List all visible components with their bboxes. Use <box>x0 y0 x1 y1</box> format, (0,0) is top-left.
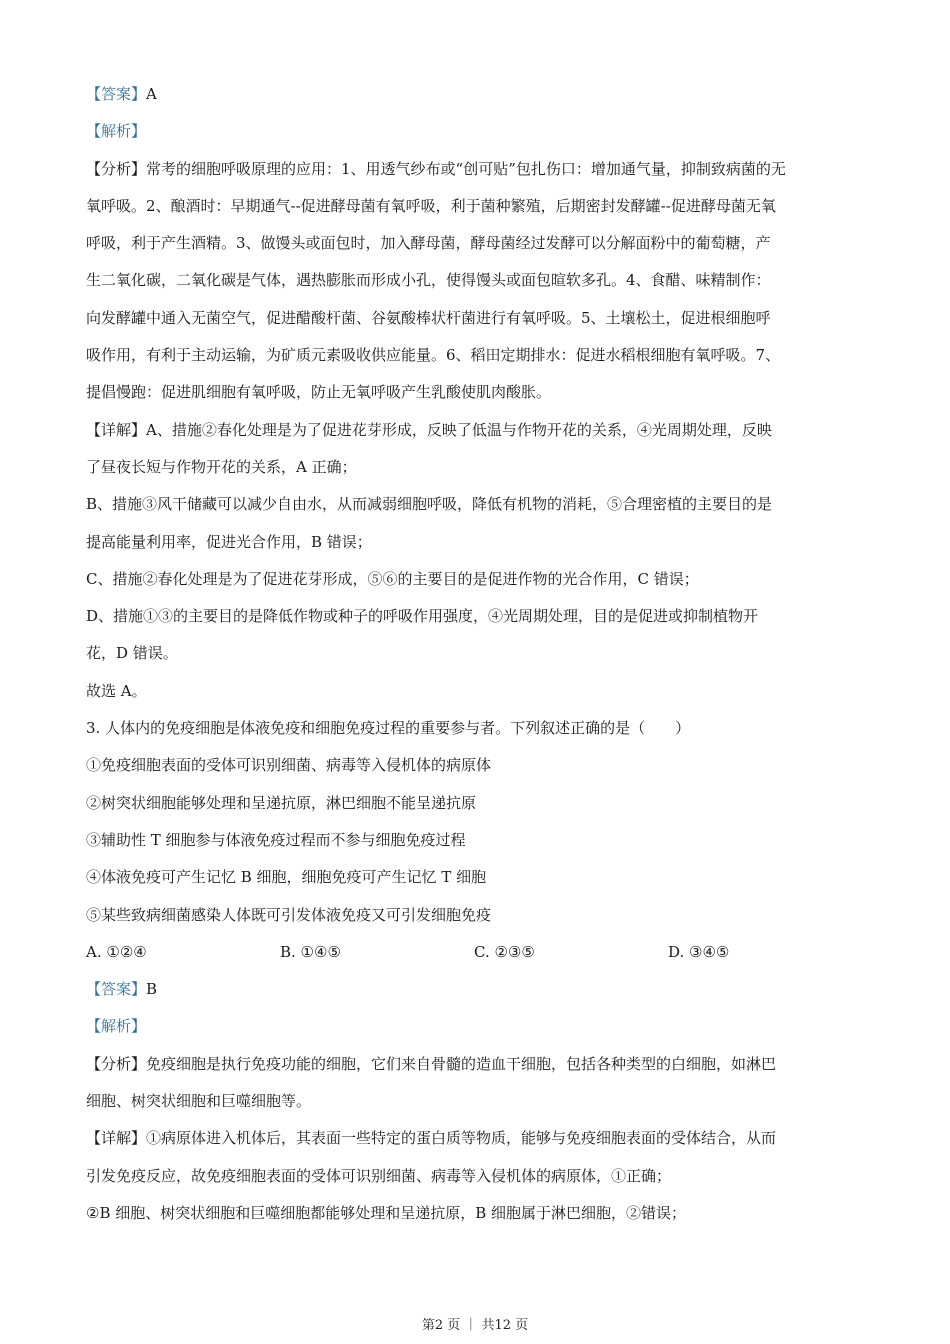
option-a: A. ①②④ <box>86 942 147 961</box>
statement-3: ③辅助性 T 细胞参与体液免疫过程而不参与细胞免疫过程 <box>86 830 466 849</box>
text-line: C、措施②春化处理是为了促进花芽形成，⑤⑥的主要目的是促进作物的光合作用，C 错误； <box>86 569 699 588</box>
statement-4: ④体液免疫可产生记忆 B 细胞，细胞免疫可产生记忆 T 细胞 <box>86 868 487 887</box>
text-line: 【分析】免疫细胞是执行免疫功能的细胞，它们来自骨髓的造血干细胞，包括各种类型的白细胞，如淋巴 <box>86 1054 777 1073</box>
answer-line: 【答案】A <box>86 85 157 103</box>
text-line: 引发免疫反应，故免疫细胞表面的受体可识别细菌、病毒等入侵机体的病原体，①正确； <box>86 1166 672 1185</box>
analysis-heading-2: 【解析】 <box>86 1017 147 1036</box>
text-line: 提倡慢跑：促进肌细胞有氧呼吸，防止无氧呼吸产生乳酸使肌肉酸胀。 <box>86 383 552 402</box>
analysis-heading: 【解析】 <box>86 122 147 141</box>
text-line: 【详解】①病原体进入机体后，其表面一些特定的蛋白质等物质，能够与免疫细胞表面的受体结合，从而 <box>86 1129 777 1148</box>
option-d: D. ③④⑤ <box>668 942 730 961</box>
text-line: 向发酵罐中通入无菌空气，促进醋酸杆菌、谷氨酸棒状杆菌进行有氧呼吸。5、土壤松土，促进根细胞呼 <box>86 308 771 327</box>
page-footer: 第2 页 ｜ 共12 页 <box>421 1318 529 1333</box>
statement-2: ②树突状细胞能够处理和呈递抗原，淋巴细胞不能呈递抗原 <box>86 793 477 812</box>
options-row <box>86 934 866 971</box>
statement-5: ⑤某些致病细菌感染人体既可引发体液免疫又可引发细胞免疫 <box>86 905 492 924</box>
option-b: B. ①④⑤ <box>280 942 341 961</box>
option-c: C. ②③⑤ <box>474 942 535 961</box>
text-line: 细胞、树突状细胞和巨噬细胞等。 <box>86 1092 312 1111</box>
text-line: 花，D 错误。 <box>86 644 178 663</box>
answer-tag: 【答案】 <box>86 85 147 103</box>
text-line: 呼吸，利于产生酒精。3、做馒头或面包时，加入酵母菌，酵母菌经过发酵可以分解面粉中的葡萄糖，产 <box>86 234 771 253</box>
text-line: ②B 细胞、树突状细胞和巨噬细胞都能够处理和呈递抗原，B 细胞属于淋巴细胞，②错误； <box>86 1203 687 1222</box>
answer-line-2: 【答案】B <box>86 980 158 999</box>
answer-tag: 【答案】 <box>86 980 147 999</box>
text-line: B、措施③风干储藏可以减少自由水，从而减弱细胞呼吸，降低有机物的消耗，⑤合理密植的主要目的是 <box>86 495 773 514</box>
text-line: D、措施①③的主要目的是降低作物或种子的呼吸作用强度，④光周期处理，目的是促进或抑制植物开 <box>86 607 759 626</box>
text-line: 氧呼吸。2、酿酒时：早期通气--促进酵母菌有氧呼吸，利于菌种繁殖，后期密封发酵罐--促进酵母菌无氧 <box>86 196 776 215</box>
text-line: 吸作用，有利于主动运输，为矿质元素吸收供应能量。6、稻田定期排水：促进水稻根细胞有氧呼吸。7、 <box>86 346 781 365</box>
page-content <box>86 76 866 1232</box>
text-line: 生二氧化碳，二氧化碳是气体，遇热膨胀而形成小孔，使得馒头或面包暄软多孔。4、食醋、味精制作： <box>86 271 771 290</box>
text-line: 【分析】常考的细胞呼吸原理的应用：1、用透气纱布或“创可贴”包扎伤口：增加通气量，抑制致病菌的无 <box>86 159 786 178</box>
text-line: 了昼夜长短与作物开花的关系，A 正确； <box>86 457 357 476</box>
text-line: 提高能量利用率，促进光合作用，B 错误； <box>86 532 372 551</box>
text-line: 故选 A。 <box>86 681 147 700</box>
text-line: 【详解】A、措施②春化处理是为了促进花芽形成，反映了低温与作物开花的关系，④光周期处理，反映 <box>86 420 772 439</box>
statement-1: ①免疫细胞表面的受体可识别细菌、病毒等入侵机体的病原体 <box>86 756 492 775</box>
question-stem: 3. 人体内的免疫细胞是体液免疫和细胞免疫过程的重要参与者。下列叙述正确的是（ ） <box>86 719 691 738</box>
